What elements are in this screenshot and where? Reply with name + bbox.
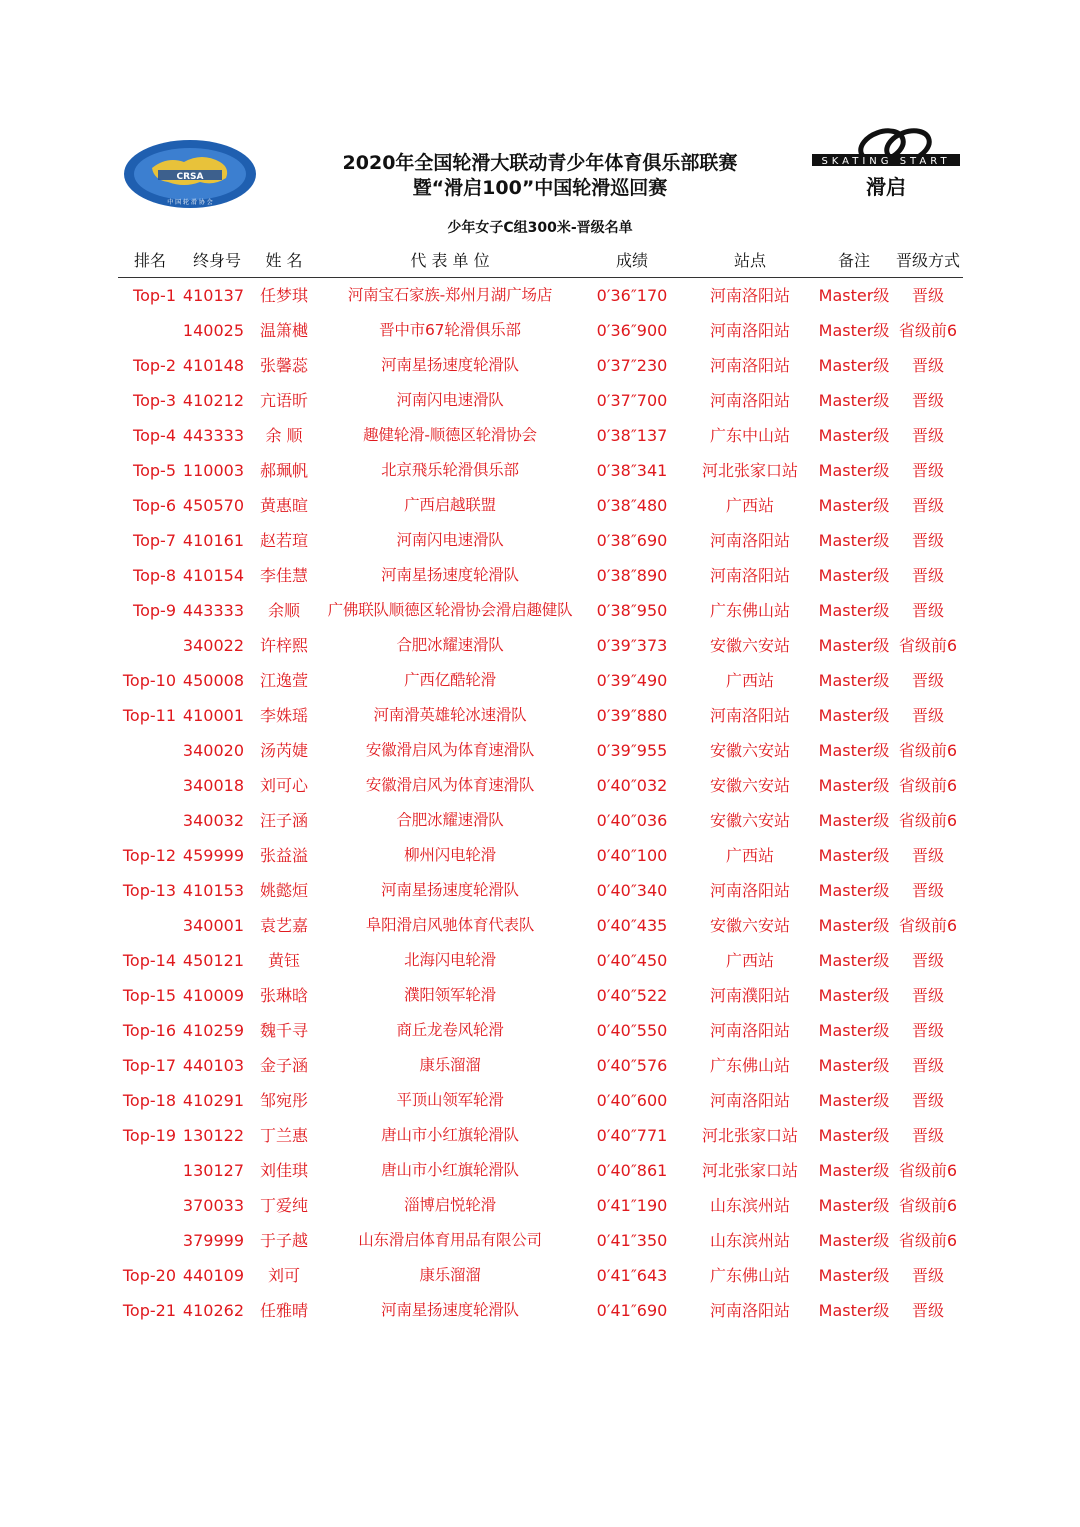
cell-mode: 省级前6 xyxy=(898,776,958,795)
cell-name: 汪子涵 xyxy=(259,811,308,830)
cell-id: 379999 xyxy=(182,1231,244,1250)
cell-unit: 康乐溜溜 xyxy=(419,1056,481,1074)
cell-rank: Top-11 xyxy=(122,706,176,725)
cell-station: 安徽六安站 xyxy=(709,776,790,795)
cell-name: 亢语昕 xyxy=(259,391,308,410)
table-row xyxy=(118,1083,963,1118)
cell-station: 山东滨州站 xyxy=(709,1231,790,1250)
cell-note: Master级 xyxy=(818,1091,890,1110)
svg-text:CRSA: CRSA xyxy=(176,172,204,182)
cell-unit: 广西启越联盟 xyxy=(404,496,496,514)
cell-id: 440103 xyxy=(182,1056,244,1075)
cell-station: 广西站 xyxy=(725,846,774,865)
cell-unit: 广佛联队顺德区轮滑协会滑启趣健队 xyxy=(327,601,573,619)
table-row xyxy=(118,698,963,733)
cell-rank: Top-8 xyxy=(133,566,176,585)
cell-station: 河南洛阳站 xyxy=(709,1301,790,1320)
cell-id: 410291 xyxy=(182,1091,244,1110)
cell-mode: 晋级 xyxy=(911,1056,944,1075)
cell-score: 0′40″861 xyxy=(596,1161,668,1180)
table-row xyxy=(118,733,963,768)
cell-mode: 晋级 xyxy=(911,426,944,445)
cell-rank: Top-19 xyxy=(122,1126,176,1145)
cell-unit: 安徽滑启风为体育速滑队 xyxy=(365,741,535,759)
cell-name: 许梓熙 xyxy=(259,636,308,655)
cell-name: 张益溢 xyxy=(259,846,308,865)
cell-mode: 省级前6 xyxy=(898,636,958,655)
cell-mode: 晋级 xyxy=(911,986,944,1005)
cell-station: 广东佛山站 xyxy=(709,1266,790,1285)
cell-mode: 晋级 xyxy=(911,1021,944,1040)
cell-rank: Top-21 xyxy=(122,1301,176,1320)
cell-unit: 河南星扬速度轮滑队 xyxy=(381,1301,519,1319)
cell-name: 汤芮婕 xyxy=(259,741,308,760)
cell-rank: Top-4 xyxy=(133,426,176,445)
cell-note: Master级 xyxy=(818,321,890,340)
cell-name: 黄钰 xyxy=(267,951,300,970)
cell-id: 443333 xyxy=(182,426,244,445)
cell-mode: 晋级 xyxy=(911,671,944,690)
results-table xyxy=(118,246,963,1328)
cell-note: Master级 xyxy=(818,1266,890,1285)
cell-name: 刘可心 xyxy=(259,776,308,795)
cell-id: 459999 xyxy=(182,846,244,865)
table-row xyxy=(118,768,963,803)
cell-id: 443333 xyxy=(182,601,244,620)
cell-score: 0′40″032 xyxy=(596,776,668,795)
cell-name: 任雅晴 xyxy=(259,1301,308,1320)
cell-note: Master级 xyxy=(818,986,890,1005)
cell-id: 410153 xyxy=(182,881,244,900)
cell-rank: Top-16 xyxy=(122,1021,176,1040)
table-row xyxy=(118,628,963,663)
cell-name: 江逸萱 xyxy=(259,671,308,690)
cell-station: 河南洛阳站 xyxy=(709,391,790,410)
cell-id: 450570 xyxy=(182,496,244,515)
page-title-line2: 暨“滑启100”中国轮滑巡回赛 xyxy=(412,177,668,199)
table-row xyxy=(118,1118,963,1153)
cell-score: 0′41″690 xyxy=(596,1301,668,1320)
cell-id: 440109 xyxy=(182,1266,244,1285)
cell-rank: Top-3 xyxy=(133,391,176,410)
cell-score: 0′40″435 xyxy=(596,916,668,935)
cell-score: 0′40″450 xyxy=(596,951,668,970)
cell-station: 山东滨州站 xyxy=(709,1196,790,1215)
cell-rank: Top-12 xyxy=(122,846,176,865)
cell-note: Master级 xyxy=(818,601,890,620)
cell-rank: Top-2 xyxy=(133,356,176,375)
table-row xyxy=(118,348,963,383)
cell-mode: 省级前6 xyxy=(898,321,958,340)
cell-mode: 省级前6 xyxy=(898,1196,958,1215)
cell-id: 340022 xyxy=(182,636,244,655)
cell-note: Master级 xyxy=(818,531,890,550)
cell-unit: 河南星扬速度轮滑队 xyxy=(381,881,519,899)
cell-rank: Top-15 xyxy=(122,986,176,1005)
cell-mode: 晋级 xyxy=(911,286,944,305)
cell-rank: Top-9 xyxy=(133,601,176,620)
column-header-name: 姓 名 xyxy=(265,251,303,270)
cell-station: 广西站 xyxy=(725,671,774,690)
cell-name: 温箫樾 xyxy=(259,321,308,340)
cell-name: 姚懿烜 xyxy=(259,881,308,900)
cell-name: 丁爱纯 xyxy=(259,1196,308,1215)
cell-name: 刘可 xyxy=(267,1266,300,1285)
cell-station: 河南洛阳站 xyxy=(709,286,790,305)
cell-score: 0′38″480 xyxy=(596,496,668,515)
cell-note: Master级 xyxy=(818,1231,890,1250)
cell-mode: 晋级 xyxy=(911,531,944,550)
cell-unit: 河南星扬速度轮滑队 xyxy=(381,356,519,374)
cell-name: 郝珮帆 xyxy=(259,461,308,480)
cell-score: 0′41″643 xyxy=(596,1266,668,1285)
crsa-logo xyxy=(122,138,258,210)
cell-unit: 趣健轮滑-顺德区轮滑协会 xyxy=(363,426,537,444)
cell-name: 张馨蕊 xyxy=(259,356,308,375)
cell-score: 0′40″576 xyxy=(596,1056,668,1075)
cell-unit: 柳州闪电轮滑 xyxy=(404,846,496,864)
cell-id: 130127 xyxy=(182,1161,244,1180)
cell-name: 魏千寻 xyxy=(259,1021,308,1040)
cell-note: Master级 xyxy=(818,636,890,655)
cell-note: Master级 xyxy=(818,1021,890,1040)
cell-unit: 河南星扬速度轮滑队 xyxy=(381,566,519,584)
cell-score: 0′36″170 xyxy=(596,286,668,305)
cell-station: 河南洛阳站 xyxy=(709,706,790,725)
cell-name: 刘佳琪 xyxy=(259,1161,308,1180)
cell-station: 河北张家口站 xyxy=(701,461,798,480)
skating-start-logo xyxy=(812,124,960,204)
cell-station: 河南洛阳站 xyxy=(709,1091,790,1110)
cell-mode: 晋级 xyxy=(911,1091,944,1110)
cell-mode: 晋级 xyxy=(911,601,944,620)
cell-score: 0′36″900 xyxy=(596,321,668,340)
table-row xyxy=(118,1013,963,1048)
cell-unit: 广西亿酷轮滑 xyxy=(404,671,496,689)
cell-name: 邹宛彤 xyxy=(259,1091,308,1110)
cell-note: Master级 xyxy=(818,286,890,305)
cell-mode: 省级前6 xyxy=(898,916,958,935)
cell-id: 340001 xyxy=(182,916,244,935)
cell-note: Master级 xyxy=(818,426,890,445)
cell-name: 丁兰惠 xyxy=(259,1126,308,1145)
cell-score: 0′38″950 xyxy=(596,601,668,620)
cell-id: 410154 xyxy=(182,566,244,585)
cell-station: 河南洛阳站 xyxy=(709,356,790,375)
cell-mode: 晋级 xyxy=(911,1126,944,1145)
cell-mode: 省级前6 xyxy=(898,1161,958,1180)
cell-note: Master级 xyxy=(818,1196,890,1215)
cell-unit: 晋中市67轮滑俱乐部 xyxy=(379,321,521,339)
cell-mode: 晋级 xyxy=(911,356,944,375)
table-row xyxy=(118,838,963,873)
cell-note: Master级 xyxy=(818,741,890,760)
cell-unit: 平顶山领军轮滑 xyxy=(396,1091,504,1109)
page-title: 2020年全国轮滑大联动青少年体育俱乐部联赛 xyxy=(342,152,738,174)
cell-id: 450008 xyxy=(182,671,244,690)
cell-score: 0′39″373 xyxy=(596,636,668,655)
cell-station: 安徽六安站 xyxy=(709,916,790,935)
cell-name: 任梦琪 xyxy=(259,286,308,305)
cell-name: 于子越 xyxy=(259,1231,308,1250)
table-row xyxy=(118,1293,963,1328)
cell-score: 0′41″350 xyxy=(596,1231,668,1250)
cell-mode: 晋级 xyxy=(911,566,944,585)
table-header xyxy=(118,246,963,278)
cell-mode: 晋级 xyxy=(911,951,944,970)
cell-rank: Top-7 xyxy=(133,531,176,550)
cell-score: 0′37″230 xyxy=(596,356,668,375)
cell-unit: 河南闪电速滑队 xyxy=(396,391,504,409)
cell-note: Master级 xyxy=(818,496,890,515)
cell-note: Master级 xyxy=(818,671,890,690)
cell-score: 0′41″190 xyxy=(596,1196,668,1215)
cell-id: 370033 xyxy=(182,1196,244,1215)
cell-unit: 河南宝石家族-郑州月湖广场店 xyxy=(347,286,553,304)
cell-unit: 北京飛乐轮滑俱乐部 xyxy=(381,461,519,479)
cell-mode: 晋级 xyxy=(911,1266,944,1285)
cell-station: 广西站 xyxy=(725,496,774,515)
cell-score: 0′40″100 xyxy=(596,846,668,865)
cell-id: 410137 xyxy=(182,286,244,305)
table-row xyxy=(118,1223,963,1258)
cell-station: 广东佛山站 xyxy=(709,601,790,620)
cell-station: 安徽六安站 xyxy=(709,636,790,655)
cell-unit: 合肥冰耀速滑队 xyxy=(396,636,504,654)
table-row xyxy=(118,593,963,628)
cell-station: 河北张家口站 xyxy=(701,1161,798,1180)
column-header-mode: 晋级方式 xyxy=(895,251,960,270)
cell-unit: 阜阳滑启风驰体育代表队 xyxy=(365,916,535,934)
cell-mode: 晋级 xyxy=(911,1301,944,1320)
cell-id: 410161 xyxy=(182,531,244,550)
cell-unit: 商丘龙卷风轮滑 xyxy=(396,1021,504,1039)
cell-name: 李姝瑶 xyxy=(259,706,308,725)
cell-rank: Top-13 xyxy=(122,881,176,900)
cell-score: 0′38″137 xyxy=(596,426,668,445)
cell-id: 410148 xyxy=(182,356,244,375)
cell-rank: Top-14 xyxy=(122,951,176,970)
cell-mode: 晋级 xyxy=(911,846,944,865)
cell-note: Master级 xyxy=(818,356,890,375)
cell-name: 李佳慧 xyxy=(259,566,308,585)
cell-mode: 晋级 xyxy=(911,461,944,480)
cell-station: 安徽六安站 xyxy=(709,741,790,760)
cell-id: 410001 xyxy=(182,706,244,725)
cell-id: 140025 xyxy=(182,321,244,340)
cell-name: 袁艺嘉 xyxy=(259,916,308,935)
cell-name: 张琳晗 xyxy=(259,986,308,1005)
cell-score: 0′40″340 xyxy=(596,881,668,900)
cell-station: 河南洛阳站 xyxy=(709,321,790,340)
cell-note: Master级 xyxy=(818,1056,890,1075)
table-row xyxy=(118,908,963,943)
cell-unit: 唐山市小红旗轮滑队 xyxy=(381,1126,519,1144)
cell-rank: Top-10 xyxy=(122,671,176,690)
cell-station: 河南洛阳站 xyxy=(709,881,790,900)
cell-score: 0′39″490 xyxy=(596,671,668,690)
cell-rank: Top-20 xyxy=(122,1266,176,1285)
cell-rank: Top-5 xyxy=(133,461,176,480)
cell-note: Master级 xyxy=(818,776,890,795)
cell-id: 410009 xyxy=(182,986,244,1005)
cell-score: 0′37″700 xyxy=(596,391,668,410)
cell-score: 0′39″880 xyxy=(596,706,668,725)
column-header-unit: 代 表 单 位 xyxy=(410,251,490,270)
cell-station: 广西站 xyxy=(725,951,774,970)
cell-unit: 河南闪电速滑队 xyxy=(396,531,504,549)
cell-station: 河南洛阳站 xyxy=(709,1021,790,1040)
table-row xyxy=(118,663,963,698)
cell-id: 410259 xyxy=(182,1021,244,1040)
cell-name: 金子涵 xyxy=(259,1056,308,1075)
cell-note: Master级 xyxy=(818,706,890,725)
cell-name: 余 顺 xyxy=(265,426,303,445)
table-row xyxy=(118,803,963,838)
cell-note: Master级 xyxy=(818,1301,890,1320)
cell-id: 410262 xyxy=(182,1301,244,1320)
cell-note: Master级 xyxy=(818,951,890,970)
table-row xyxy=(118,1188,963,1223)
cell-station: 广东佛山站 xyxy=(709,1056,790,1075)
cell-note: Master级 xyxy=(818,811,890,830)
cell-note: Master级 xyxy=(818,391,890,410)
svg-text:滑启: 滑启 xyxy=(866,175,906,199)
cell-score: 0′38″690 xyxy=(596,531,668,550)
table-row xyxy=(118,1258,963,1293)
table-row xyxy=(118,523,963,558)
table-row xyxy=(118,1153,963,1188)
cell-rank: Top-6 xyxy=(133,496,176,515)
cell-score: 0′40″036 xyxy=(596,811,668,830)
cell-id: 450121 xyxy=(182,951,244,970)
cell-unit: 安徽滑启风为体育速滑队 xyxy=(365,776,535,794)
table-row xyxy=(118,313,963,348)
cell-mode: 省级前6 xyxy=(898,1231,958,1250)
cell-station: 河南洛阳站 xyxy=(709,566,790,585)
cell-note: Master级 xyxy=(818,1161,890,1180)
column-header-score: 成绩 xyxy=(615,251,648,270)
table-row xyxy=(118,873,963,908)
column-header-note: 备注 xyxy=(837,251,870,270)
cell-id: 410212 xyxy=(182,391,244,410)
cell-rank: Top-1 xyxy=(133,286,176,305)
cell-name: 余顺 xyxy=(267,601,300,620)
cell-rank: Top-17 xyxy=(122,1056,176,1075)
cell-score: 0′38″890 xyxy=(596,566,668,585)
svg-text:SKATING START: SKATING START xyxy=(821,156,951,167)
svg-text:中 国 轮 滑 协 会: 中 国 轮 滑 协 会 xyxy=(167,199,213,206)
cell-note: Master级 xyxy=(818,916,890,935)
cell-score: 0′40″600 xyxy=(596,1091,668,1110)
column-header-id: 终身号 xyxy=(192,251,241,270)
cell-note: Master级 xyxy=(818,881,890,900)
list-subtitle: 少年女子C组300米-晋级名单 xyxy=(447,220,633,236)
cell-note: Master级 xyxy=(818,566,890,585)
cell-mode: 省级前6 xyxy=(898,741,958,760)
cell-id: 110003 xyxy=(182,461,244,480)
cell-score: 0′40″771 xyxy=(596,1126,668,1145)
cell-name: 黄惠暄 xyxy=(259,496,308,515)
table-row xyxy=(118,978,963,1013)
cell-unit: 濮阳领军轮滑 xyxy=(404,986,496,1004)
cell-id: 130122 xyxy=(182,1126,244,1145)
cell-note: Master级 xyxy=(818,846,890,865)
cell-station: 安徽六安站 xyxy=(709,811,790,830)
table-row xyxy=(118,278,963,313)
table-row xyxy=(118,488,963,523)
table-row xyxy=(118,453,963,488)
cell-score: 0′40″522 xyxy=(596,986,668,1005)
cell-mode: 省级前6 xyxy=(898,811,958,830)
cell-unit: 北海闪电轮滑 xyxy=(404,951,496,969)
column-header-station: 站点 xyxy=(733,251,766,270)
cell-unit: 唐山市小红旗轮滑队 xyxy=(381,1161,519,1179)
cell-score: 0′39″955 xyxy=(596,741,668,760)
table-row xyxy=(118,943,963,978)
cell-id: 340020 xyxy=(182,741,244,760)
cell-rank: Top-18 xyxy=(122,1091,176,1110)
cell-score: 0′40″550 xyxy=(596,1021,668,1040)
cell-station: 河南洛阳站 xyxy=(709,531,790,550)
cell-id: 340018 xyxy=(182,776,244,795)
table-row xyxy=(118,558,963,593)
cell-unit: 康乐溜溜 xyxy=(419,1266,481,1284)
cell-score: 0′38″341 xyxy=(596,461,668,480)
cell-station: 河南濮阳站 xyxy=(709,986,790,1005)
table-body xyxy=(118,278,963,1328)
cell-mode: 晋级 xyxy=(911,706,944,725)
cell-note: Master级 xyxy=(818,1126,890,1145)
cell-id: 340032 xyxy=(182,811,244,830)
cell-unit: 山东滑启体育用品有限公司 xyxy=(358,1231,542,1249)
cell-mode: 晋级 xyxy=(911,496,944,515)
table-row xyxy=(118,1048,963,1083)
table-row xyxy=(118,383,963,418)
column-header-rank: 排名 xyxy=(133,251,166,270)
cell-note: Master级 xyxy=(818,461,890,480)
cell-unit: 河南滑英雄轮冰速滑队 xyxy=(373,706,527,724)
cell-mode: 晋级 xyxy=(911,881,944,900)
table-row xyxy=(118,418,963,453)
cell-mode: 晋级 xyxy=(911,391,944,410)
cell-unit: 合肥冰耀速滑队 xyxy=(396,811,504,829)
cell-station: 广东中山站 xyxy=(709,426,790,445)
cell-unit: 淄博启悦轮滑 xyxy=(404,1196,496,1214)
cell-station: 河北张家口站 xyxy=(701,1126,798,1145)
cell-name: 赵若瑄 xyxy=(259,531,308,550)
